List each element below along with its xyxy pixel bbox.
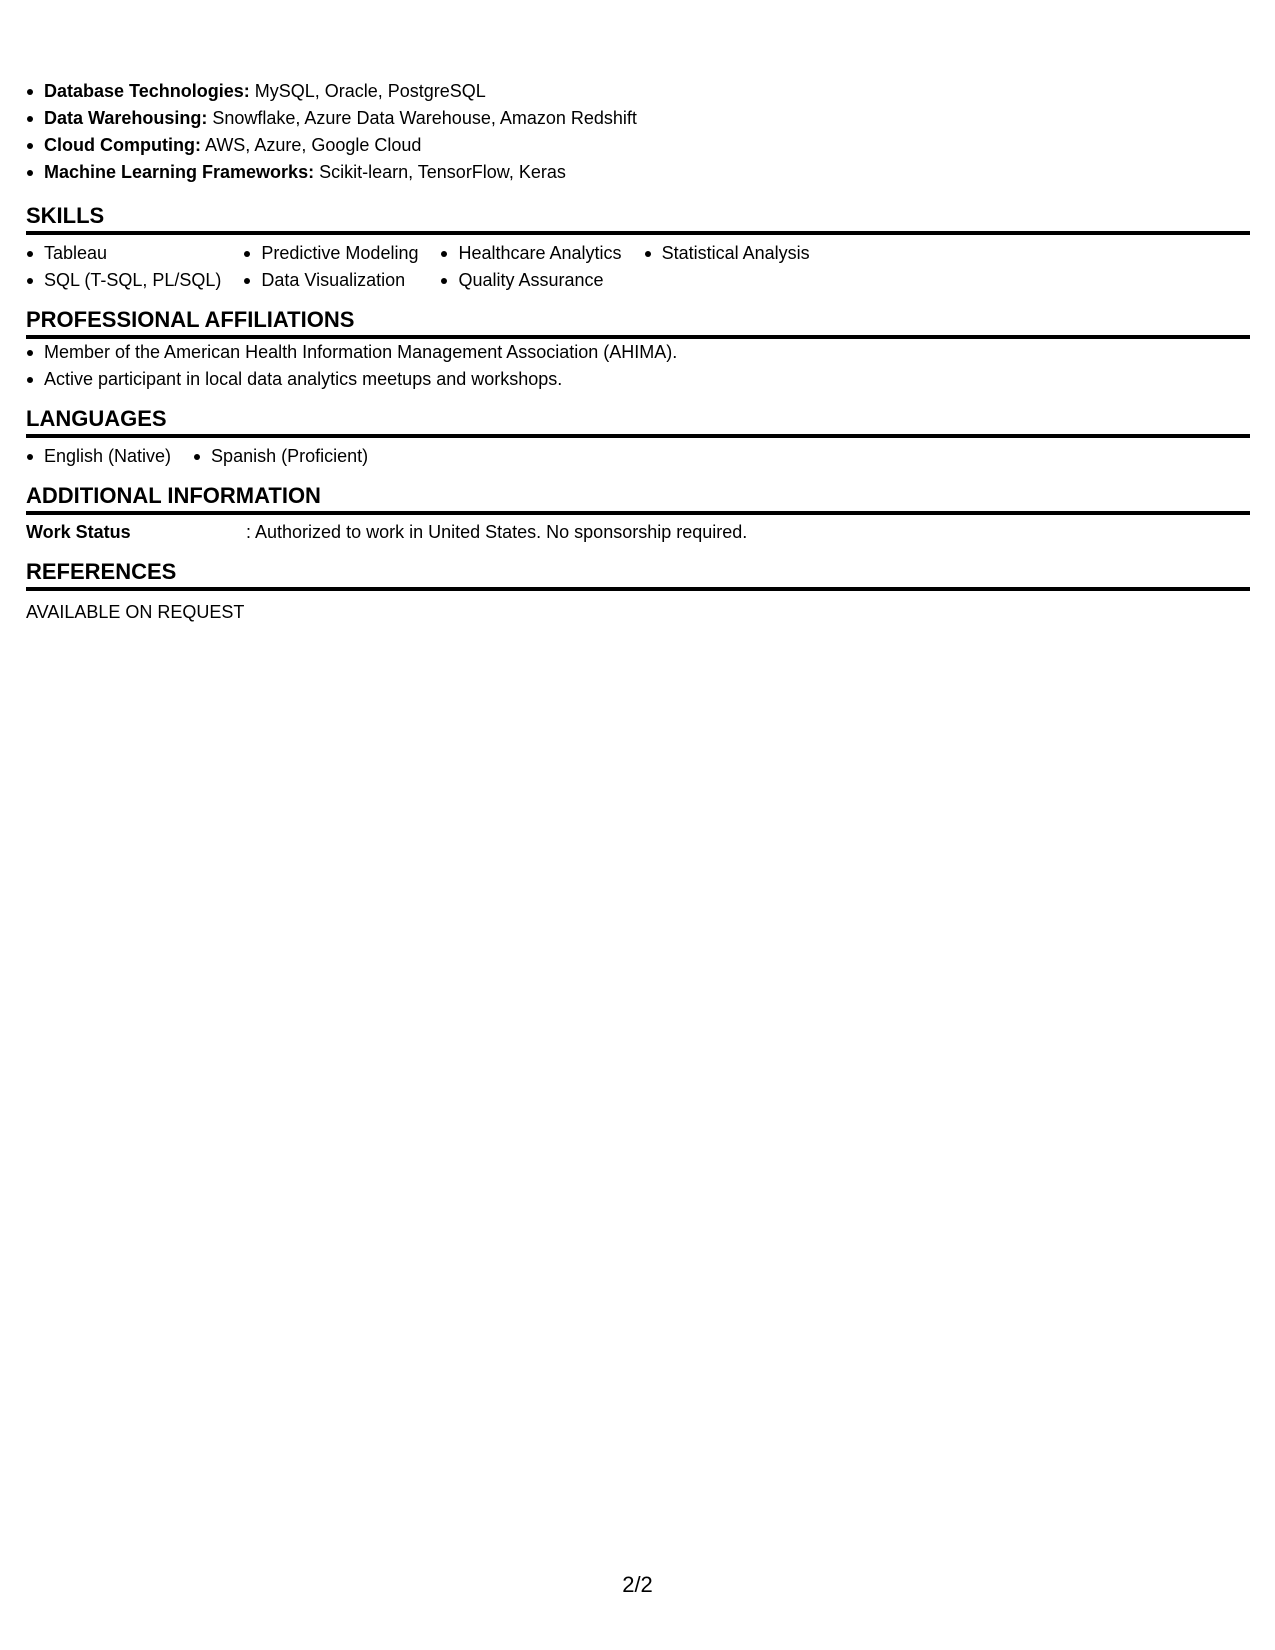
section-title: PROFESSIONAL AFFILIATIONS xyxy=(26,305,1250,339)
skills-column xyxy=(440,240,621,294)
languages-list xyxy=(26,443,390,470)
section-title: ADDITIONAL INFORMATION xyxy=(26,481,1250,515)
affiliation-item: Member of the American Health Information Management Association (AHIMA). xyxy=(26,339,1250,366)
work-status-value: : Authorized to work in United States. No sponsorship required. xyxy=(246,522,748,542)
list-item xyxy=(26,78,1250,105)
skill-item: Healthcare Analytics xyxy=(440,240,621,267)
resume-page xyxy=(26,78,1250,626)
list-item xyxy=(26,105,1250,132)
affiliation-item: Active participant in local data analytics meetups and workshops. xyxy=(26,366,1250,393)
language-item: English (Native) xyxy=(26,443,171,470)
section-title: LANGUAGES xyxy=(26,404,1250,438)
skills-column xyxy=(243,240,418,294)
skills-grid xyxy=(26,240,1250,294)
languages-section xyxy=(26,404,1250,470)
work-status-row xyxy=(26,519,1250,546)
affiliations-list xyxy=(26,339,1250,393)
skill-item: SQL (T-SQL, PL/SQL) xyxy=(26,267,221,294)
additional-info-section xyxy=(26,481,1250,546)
section-title: REFERENCES xyxy=(26,557,1250,591)
list-item xyxy=(26,132,1250,159)
affiliations-section xyxy=(26,305,1250,393)
skill-item: Predictive Modeling xyxy=(243,240,418,267)
references-section xyxy=(26,557,1250,626)
skills-column xyxy=(26,240,221,294)
tech-label: Data Warehousing: xyxy=(44,108,208,128)
skill-item: Tableau xyxy=(26,240,221,267)
page-number: 2/2 xyxy=(622,1572,653,1597)
section-title: SKILLS xyxy=(26,201,1250,235)
tech-value: MySQL, Oracle, PostgreSQL xyxy=(249,81,486,101)
skill-item: Quality Assurance xyxy=(440,267,621,294)
skills-column xyxy=(644,240,810,267)
language-item: Spanish (Proficient) xyxy=(193,443,368,470)
tech-label: Database Technologies: xyxy=(44,81,250,101)
tech-value: AWS, Azure, Google Cloud xyxy=(200,135,422,155)
tech-label: Machine Learning Frameworks: xyxy=(44,162,315,182)
skill-item: Statistical Analysis xyxy=(644,240,810,267)
languages-row xyxy=(26,443,1250,470)
tech-label: Cloud Computing: xyxy=(44,135,201,155)
skills-section xyxy=(26,201,1250,294)
references-text: AVAILABLE ON REQUEST xyxy=(26,602,245,622)
technical-skills-list xyxy=(26,78,1250,186)
work-status-label: Work Status xyxy=(26,522,131,542)
list-item xyxy=(26,159,1250,186)
tech-value: Snowflake, Azure Data Warehouse, Amazon Redshift xyxy=(207,108,637,128)
skill-item: Data Visualization xyxy=(243,267,418,294)
tech-value: Scikit-learn, TensorFlow, Keras xyxy=(314,162,566,182)
